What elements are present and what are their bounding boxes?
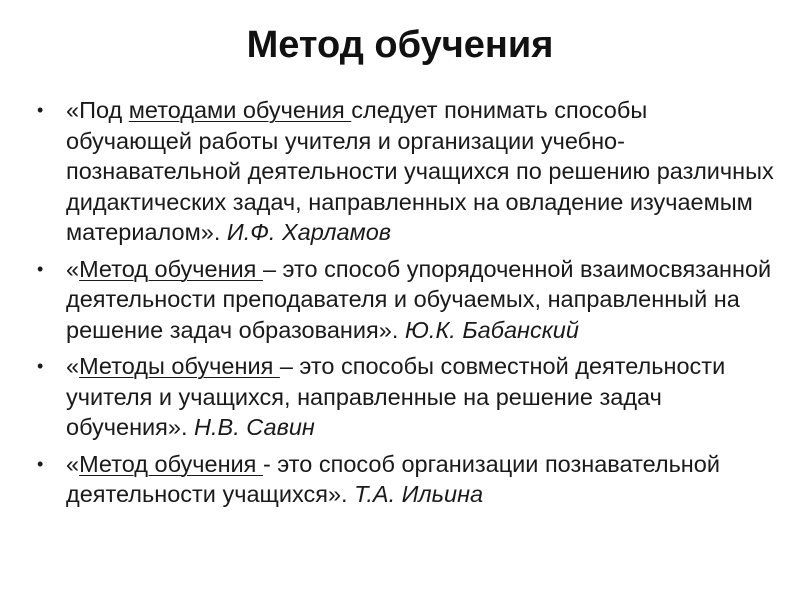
definition-item-kharlamov [37, 95, 777, 248]
defined-term: Методы обучения [79, 353, 280, 379]
quote-open: « [66, 450, 80, 477]
definition-item-ilyina [37, 449, 777, 510]
definition-text: – это способы совместной деятельности учителя и учащихся, направленные на решение задач обучения». [66, 353, 726, 440]
author-name: Ю.К. Бабанский [404, 316, 579, 343]
definition-item-savin [37, 351, 777, 443]
author-name: Н.В. Савин [194, 414, 315, 440]
quote-open: « [66, 255, 80, 282]
definition-list [37, 95, 777, 516]
author-name: И.Ф. Харламов [226, 219, 392, 245]
author-name: Т.А. Ильина [354, 481, 484, 507]
defined-term: методами обучения [128, 97, 352, 123]
defined-term: Метод обучения [79, 255, 263, 282]
definition-text: следует понимать способы обучающей работы учителя и организации учебно-познавательной деятельности учащихся по решению различных дидактических задач, направленных на овладение изучаемым материалом». [66, 97, 774, 245]
definition-item-babansky [37, 254, 777, 346]
quote-open: «Под [66, 97, 129, 123]
slide-title: Метод обучения [246, 24, 554, 66]
definition-text: - это способ организации познавательной деятельности учащихся». [66, 450, 720, 507]
defined-term: Метод обучения [79, 450, 263, 477]
definition-text: – это способ упорядоченной взаимосвязанной деятельности преподавателя и обучаемых, направленный на решение задач образования». [66, 255, 772, 343]
bullet-icon: • [37, 258, 44, 279]
bullet-icon: • [37, 100, 44, 120]
bullet-icon: • [37, 453, 44, 474]
bullet-icon: • [37, 356, 44, 376]
quote-open: « [66, 353, 80, 379]
